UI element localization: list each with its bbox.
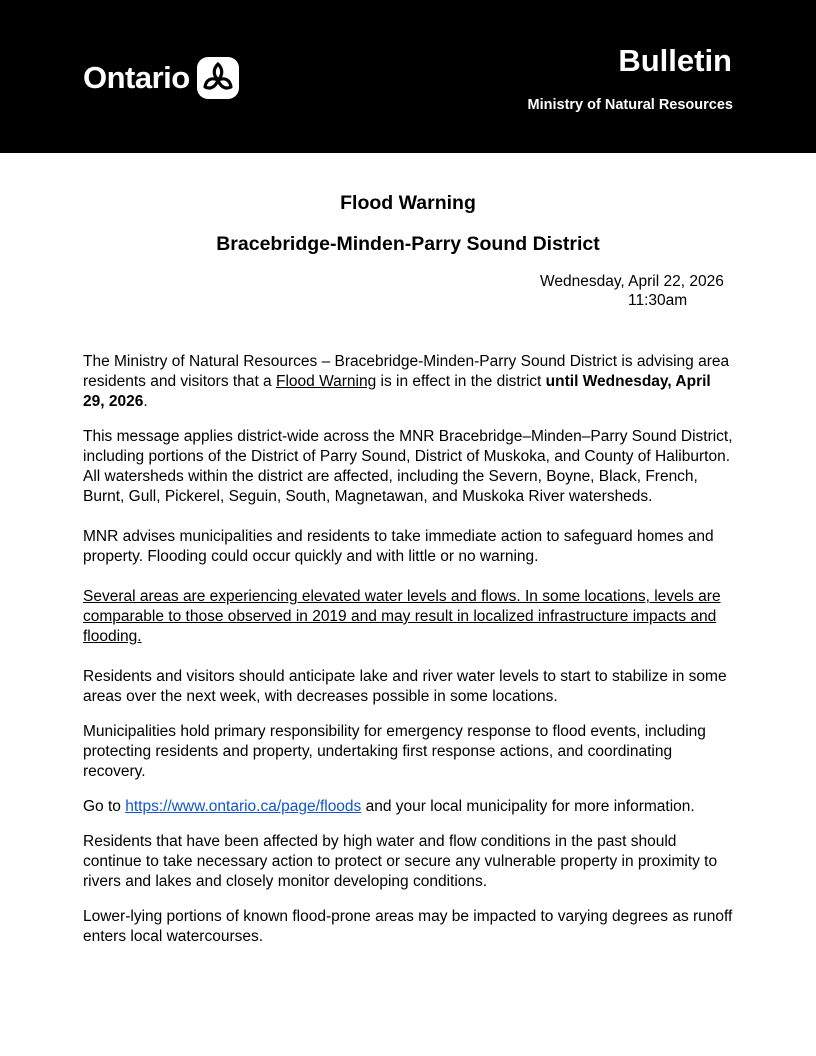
ontario-trillium-icon <box>196 56 240 100</box>
paragraph-scope: This message applies district-wide across the MNR Bracebridge–Minden–Parry Sound District, including portions of the District of Parry Sound, District of Muskoka, and County of Haliburton. All watersheds within the district are affected, including the Severn, Boyne, Black, French, Burnt, Gull, Pickerel, Seguin, South, Magnetawan, and Muskoka River watersheds. <box>83 428 733 505</box>
ministry-name: Ministry of Natural Resources <box>527 97 733 113</box>
paragraph-action: MNR advises municipalities and residents to take immediate action to safeguard homes and property. Flooding could occur quickly and with little or no warning. <box>83 528 714 565</box>
page-title: Flood Warning <box>340 192 476 214</box>
header-banner <box>0 0 816 153</box>
bulletin-body <box>83 352 735 962</box>
brand-wordmark: Ontario <box>83 60 190 95</box>
paragraph-responsibility: Municipalities hold primary responsibility for emergency response to flood events, including protecting residents and property, undertaking first response actions, and coordinating recovery. <box>83 723 706 780</box>
paragraph-outlook: Residents and visitors should anticipate lake and river water levels to start to stabilize in some areas over the next week, with decreases possible in some locations. <box>83 668 727 705</box>
ontario-logo <box>83 55 240 101</box>
paragraph-more-info: Go to https://www.ontario.ca/page/floods and your local municipality for more information. <box>83 798 695 815</box>
issue-time: 11:30am <box>628 292 688 309</box>
warning-end-date: until Wednesday, April 29, 2026 <box>83 373 711 410</box>
paragraph-advisory: The Ministry of Natural Resources – Bracebridge-Minden-Parry Sound District is advising area residents and visitors that a Flood Warning is in effect in the district until Wednesday, April 29, 2026. <box>83 353 730 410</box>
issue-date: Wednesday, April 22, 2026 <box>540 273 724 290</box>
doc-type-heading: Bulletin <box>618 43 732 78</box>
paragraph-low-lying: Lower-lying portions of known flood-prone areas may be impacted to varying degrees as runoff enters local watercourses. <box>83 908 733 945</box>
page-subtitle: Bracebridge-Minden-Parry Sound District <box>216 233 600 255</box>
paragraph-past-affected: Residents that have been affected by high water and flow conditions in the past should continue to take necessary action to protect or secure any vulnerable property in proximity to rivers and lakes and closely monitor developing conditions. <box>83 833 718 890</box>
paragraph-conditions: Several areas are experiencing elevated water levels and flows. In some locations, levels are comparable to those observed in 2019 and may result in localized infrastructure impacts and flooding. <box>83 588 721 645</box>
flood-warning-term: Flood Warning <box>276 373 377 390</box>
ontario-floods-link[interactable]: https://www.ontario.ca/page/floods <box>125 798 362 815</box>
